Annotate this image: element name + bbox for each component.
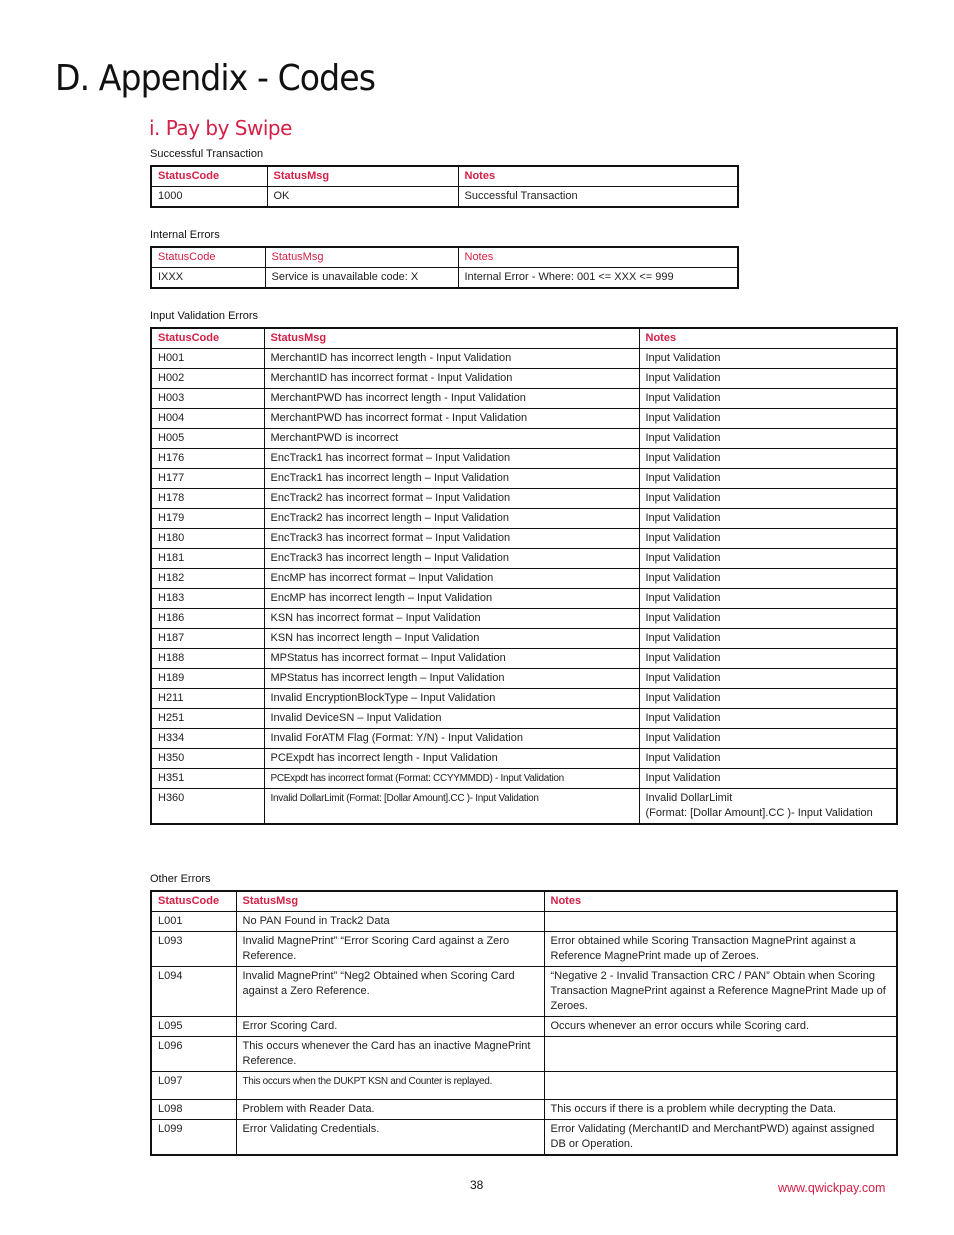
table-row xyxy=(151,1100,897,1120)
status-msg: EncMP has incorrect format – Input Validation xyxy=(264,569,639,589)
table-row xyxy=(151,369,897,389)
status-code: H183 xyxy=(151,589,264,609)
status-msg: MerchantID has incorrect format - Input Validation xyxy=(264,369,639,389)
input-validation-label: Input Validation Errors xyxy=(150,310,259,322)
table-row xyxy=(151,932,897,967)
notes: Input Validation xyxy=(639,529,897,549)
status-msg: PCExpdt has incorrect length - Input Validation xyxy=(264,749,639,769)
notes: “Negative 2 - Invalid Transaction CRC / PAN” Obtain when Scoring Transaction MagnePrint against a Reference MagnePrint Made up of Zeroes. xyxy=(544,967,897,1017)
status-msg: Invalid ForATM Flag (Format: Y/N) - Input Validation xyxy=(264,729,639,749)
table-row xyxy=(151,349,897,369)
status-msg: Error Validating Credentials. xyxy=(236,1120,544,1156)
col-header-statusmsg: StatusMsg xyxy=(267,166,458,187)
notes xyxy=(544,912,897,932)
status-code: H179 xyxy=(151,509,264,529)
status-code: H211 xyxy=(151,689,264,709)
table-row xyxy=(151,1120,897,1156)
status-code: H351 xyxy=(151,769,264,789)
status-code: H181 xyxy=(151,549,264,569)
table-row xyxy=(151,187,738,208)
notes: Input Validation xyxy=(639,409,897,429)
status-msg: OK xyxy=(267,187,458,208)
status-msg: EncTrack2 has incorrect format – Input Validation xyxy=(264,489,639,509)
col-header-notes: Notes xyxy=(458,247,738,268)
status-code: H350 xyxy=(151,749,264,769)
table-row xyxy=(151,449,897,469)
internal-table xyxy=(150,246,739,289)
col-header-statuscode: StatusCode xyxy=(151,328,264,349)
status-msg: MerchantPWD has incorrect length - Input Validation xyxy=(264,389,639,409)
status-code: H182 xyxy=(151,569,264,589)
status-msg: No PAN Found in Track2 Data xyxy=(236,912,544,932)
table-row xyxy=(151,649,897,669)
col-header-statuscode: StatusCode xyxy=(151,166,267,187)
notes: Input Validation xyxy=(639,669,897,689)
notes: Internal Error - Where: 001 <= XXX <= 999 xyxy=(458,268,738,289)
notes: Input Validation xyxy=(639,549,897,569)
status-msg: MerchantID has incorrect length - Input Validation xyxy=(264,349,639,369)
status-code: H003 xyxy=(151,389,264,409)
notes: Input Validation xyxy=(639,709,897,729)
notes: Input Validation xyxy=(639,569,897,589)
status-code: H251 xyxy=(151,709,264,729)
table-row xyxy=(151,789,897,825)
status-msg: EncTrack2 has incorrect length – Input Validation xyxy=(264,509,639,529)
status-code: L095 xyxy=(151,1017,236,1037)
notes: Input Validation xyxy=(639,589,897,609)
table-row xyxy=(151,489,897,509)
status-msg: EncMP has incorrect length – Input Validation xyxy=(264,589,639,609)
table-row xyxy=(151,529,897,549)
table-row xyxy=(151,569,897,589)
status-msg: MPStatus has incorrect length – Input Validation xyxy=(264,669,639,689)
table-row xyxy=(151,389,897,409)
col-header-notes: Notes xyxy=(639,328,897,349)
status-code: H187 xyxy=(151,629,264,649)
status-msg: Invalid MagnePrint” “Neg2 Obtained when Scoring Card against a Zero Reference. xyxy=(236,967,544,1017)
status-msg: EncTrack1 has incorrect length – Input Validation xyxy=(264,469,639,489)
col-header-notes: Notes xyxy=(458,166,738,187)
notes: Input Validation xyxy=(639,489,897,509)
status-msg: Service is unavailable code: X xyxy=(265,268,458,289)
table-row xyxy=(151,509,897,529)
status-msg: EncTrack3 has incorrect format – Input Validation xyxy=(264,529,639,549)
page-title: D. Appendix - Codes xyxy=(55,58,376,99)
col-header-notes: Notes xyxy=(544,891,897,912)
status-msg: Invalid DollarLimit (Format: [Dollar Amount].CC )- Input Validation xyxy=(264,789,639,825)
notes: Input Validation xyxy=(639,509,897,529)
status-code: IXXX xyxy=(151,268,265,289)
status-code: L096 xyxy=(151,1037,236,1072)
table-row xyxy=(151,967,897,1017)
status-msg: Invalid MagnePrint” “Error Scoring Card against a Zero Reference. xyxy=(236,932,544,967)
status-msg: Invalid DeviceSN – Input Validation xyxy=(264,709,639,729)
col-header-statusmsg: StatusMsg xyxy=(265,247,458,268)
status-msg: Problem with Reader Data. xyxy=(236,1100,544,1120)
status-code: H004 xyxy=(151,409,264,429)
section-subtitle: i. Pay by Swipe xyxy=(149,116,292,140)
other-errors-label: Other Errors xyxy=(150,873,211,885)
status-msg: EncTrack3 has incorrect length – Input Validation xyxy=(264,549,639,569)
table-row xyxy=(151,912,897,932)
notes: Error Validating (MerchantID and MerchantPWD) against assigned DB or Operation. xyxy=(544,1120,897,1156)
status-msg: EncTrack1 has incorrect format – Input Validation xyxy=(264,449,639,469)
status-code: 1000 xyxy=(151,187,267,208)
notes: Input Validation xyxy=(639,349,897,369)
status-msg: This occurs when the DUKPT KSN and Counter is replayed. xyxy=(236,1072,544,1100)
notes: Input Validation xyxy=(639,449,897,469)
col-header-statuscode: StatusCode xyxy=(151,891,236,912)
table-row xyxy=(151,268,738,289)
notes: Input Validation xyxy=(639,369,897,389)
notes: Invalid DollarLimit (Format: [Dollar Amount].CC )- Input Validation xyxy=(639,789,897,825)
notes: Occurs whenever an error occurs while Scoring card. xyxy=(544,1017,897,1037)
notes xyxy=(544,1072,897,1100)
notes: Input Validation xyxy=(639,689,897,709)
notes: Input Validation xyxy=(639,429,897,449)
status-code: H334 xyxy=(151,729,264,749)
status-msg: Invalid EncryptionBlockType – Input Validation xyxy=(264,689,639,709)
col-header-statusmsg: StatusMsg xyxy=(264,328,639,349)
table-row xyxy=(151,549,897,569)
status-code: H178 xyxy=(151,489,264,509)
status-msg: MPStatus has incorrect format – Input Validation xyxy=(264,649,639,669)
notes: Successful Transaction xyxy=(458,187,738,208)
status-code: L098 xyxy=(151,1100,236,1120)
status-code: H176 xyxy=(151,449,264,469)
status-code: L097 xyxy=(151,1072,236,1100)
table-row xyxy=(151,709,897,729)
status-code: H005 xyxy=(151,429,264,449)
status-msg: KSN has incorrect format – Input Validation xyxy=(264,609,639,629)
notes: This occurs if there is a problem while decrypting the Data. xyxy=(544,1100,897,1120)
status-code: L099 xyxy=(151,1120,236,1156)
status-code: L094 xyxy=(151,967,236,1017)
status-msg: MerchantPWD has incorrect format - Input Validation xyxy=(264,409,639,429)
status-msg: This occurs whenever the Card has an inactive MagnePrint Reference. xyxy=(236,1037,544,1072)
table-row xyxy=(151,749,897,769)
status-code: H189 xyxy=(151,669,264,689)
status-code: H180 xyxy=(151,529,264,549)
notes: Input Validation xyxy=(639,469,897,489)
successful-label: Successful Transaction xyxy=(150,148,264,160)
status-code: L093 xyxy=(151,932,236,967)
status-code: H002 xyxy=(151,369,264,389)
notes: Input Validation xyxy=(639,749,897,769)
internal-label: Internal Errors xyxy=(150,229,220,241)
successful-table xyxy=(150,165,739,208)
status-msg: MerchantPWD is incorrect xyxy=(264,429,639,449)
status-code: H177 xyxy=(151,469,264,489)
notes: Input Validation xyxy=(639,609,897,629)
notes: Error obtained while Scoring Transaction MagnePrint against a Reference MagnePrint made up of Zeroes. xyxy=(544,932,897,967)
table-row xyxy=(151,629,897,649)
table-row xyxy=(151,1037,897,1072)
notes xyxy=(544,1037,897,1072)
status-msg: Error Scoring Card. xyxy=(236,1017,544,1037)
notes: Input Validation xyxy=(639,729,897,749)
footer-website-link[interactable]: www.qwickpay.com xyxy=(778,1181,886,1195)
table-row xyxy=(151,729,897,749)
table-row xyxy=(151,429,897,449)
notes: Input Validation xyxy=(639,769,897,789)
status-code: L001 xyxy=(151,912,236,932)
status-code: H360 xyxy=(151,789,264,825)
table-row xyxy=(151,469,897,489)
status-msg: KSN has incorrect length – Input Validation xyxy=(264,629,639,649)
table-row xyxy=(151,669,897,689)
notes: Input Validation xyxy=(639,629,897,649)
status-msg: PCExpdt has incorrect format (Format: CCYYMMDD) - Input Validation xyxy=(264,769,639,789)
table-row xyxy=(151,689,897,709)
status-code: H188 xyxy=(151,649,264,669)
table-row xyxy=(151,609,897,629)
col-header-statusmsg: StatusMsg xyxy=(236,891,544,912)
notes: Input Validation xyxy=(639,649,897,669)
notes: Input Validation xyxy=(639,389,897,409)
table-row xyxy=(151,769,897,789)
table-row xyxy=(151,589,897,609)
col-header-statuscode: StatusCode xyxy=(151,247,265,268)
table-row xyxy=(151,1072,897,1100)
status-code: H186 xyxy=(151,609,264,629)
status-code: H001 xyxy=(151,349,264,369)
input-validation-table xyxy=(150,327,898,825)
table-row xyxy=(151,1017,897,1037)
table-row xyxy=(151,409,897,429)
page-number: 38 xyxy=(470,1178,484,1192)
other-errors-table xyxy=(150,890,898,1156)
